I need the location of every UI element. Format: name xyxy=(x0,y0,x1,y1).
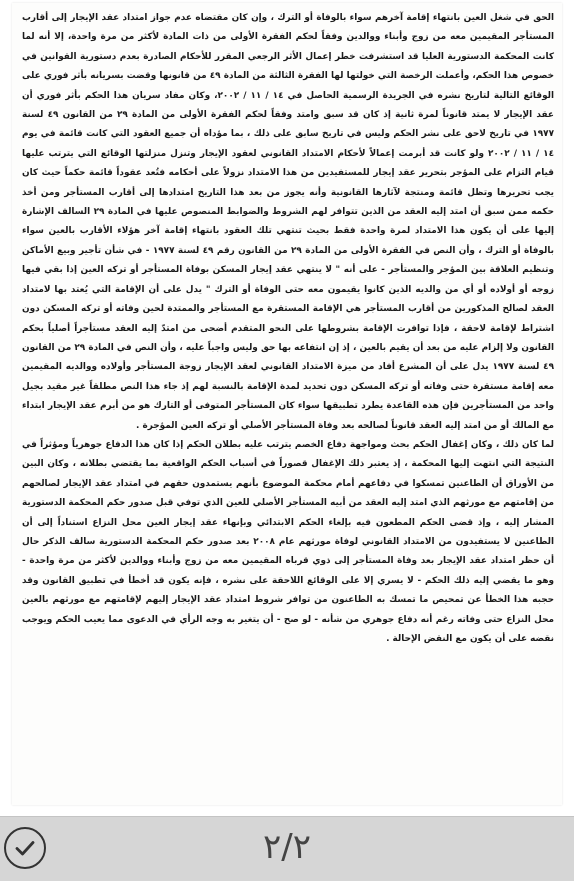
page-indicator: ٢/٢ xyxy=(263,827,311,867)
bottom-toolbar xyxy=(0,816,574,881)
document-page xyxy=(12,3,562,805)
document-paragraph: الحق في شغل العين بانتهاء إقامة آخرهم سواء بالوفاة أو الترك ، وإن كان مقتضاه عدم جواز امتداد عقد الإيجار إلى أقارب المستأجر المقيمين معه من زوج وأبناء ووالدين وفقاً لحكم الفقرة الأولى من ذات المادة لأكثر من مرة واحدة، إلا أنه لما كانت المحكمة الدستورية العليا قد استشرفت خطر إعمال الأثر الرجعي المقرر للأحكام الصادرة بعدم دستورية القوانين في خصوص هذا الحكم، وأعملت الرخصة التي خولتها لها الفقرة الثالثة من المادة ٤٩ من قانونها وقضت بسريانه بأثر فوري على الوقائع التالية لتاريخ نشره في الجريدة الرسمية الحاصل في ١٤ / ١١ / ٢٠٠٢، وكان مفاد سريان هذا الحكم بأثر فوري أن عقد الإيجار لا يمتد قانوناً لمرة ثانية إذ كان قد سبق وامتد وفقاً لحكم الفقرة الأولى من المادة ٢٩ من القانون ٤٩ لسنة ١٩٧٧ في تاريخ لاحق على نشر الحكم وليس في تاريخ سابق على ذلك ، بما مؤداه أن جميع العقود التي كانت قائمة في يوم ١٤ / ١١ / ٢٠٠٢ ولو كانت قد أبرمت إعمالاً لأحكام الامتداد القانوني لعقود الإيجار وتنزل منزلتها الوقائع التي يترتب عليها قيام التزام على المؤجر بتحرير عقد إيجار للمستفيدين من هذا الامتداد نزولاً على أحكامه فتُعد عقوداً قائمة حكماً حيث كان يجب تحريرها وتظل قائمة ومنتجة لآثارها القانونية وأنه يجوز من بعد هذا التاريخ امتدادها إلى أقارب المستأجر ومن أخذ حكمه ممن سبق أن امتد إليه العقد من الذين تتوافر لهم الشروط والضوابط المنصوص عليها في المادة ٢٩ السالف الإشارة إليها على أن يكون هذا الامتداد لمرة واحدة فقط بحيث تنتهي تلك العقود بانتهاء إقامة آخر هؤلاء الأقارب بالعين سواء بالوفاة أو الترك ، وأن النص في الفقرة الأولى من المادة ٢٩ من القانون رقم ٤٩ لسنة ١٩٧٧ - في شأن تأجير وبيع الأماكن وتنظيم العلاقة بين المؤجر والمستأجر - على أنه " لا ينتهي عقد إيجار المسكن بوفاة المستأجر أو تركه العين إذا بقي فيها زوجه أو أولاده أو أي من والديه الذين كانوا يقيمون معه حتى الوفاة أو الترك " يدل على أن الإقامة التي يُعتد بها لامتداد العقد لصالح المذكورين من أقارب المستأجر هي الإقامة المستقرة مع المستأجر والممتدة لحين وفاته أو تركه المسكن دون اشتراط لإقامة لاحقة ، فإذا توافرت الإقامة بشروطها على النحو المتقدم أضحى من امتدّ إليه العقد مستأجراً أصلياً بحكم القانون ولا إلزام عليه من بعد أن يقيم بالعين ، إذ إن انتفاعه بها حق وليس واجباً عليه ، وأن النص في المادة ٢٩ من القانون ٤٩ لسنة ١٩٧٧ يدل على أن المشرع أفاد من ميزة الامتداد القانوني لعقد الإيجار زوجة المستأجر وأولاده ووالديه المقيمين معه إقامة مستقرة حتى وفاته أو تركه المسكن دون تحديد لمدة الإقامة بالنسبة لهم إذ جاء هذا النص مطلقاً غير مقيد بجيل واحد من المستأجرين فإن هذه القاعدة يطرد تطبيقها سواء كان المستأجر المتوفى أو التارك هو من أبرم عقد الإيجار ابتداء مع المالك أو من امتد إليه العقد قانوناً لصالحه بعد وفاة المستأجر الأصلي أو تركه العين المؤجرة . xyxy=(22,13,555,431)
document-body xyxy=(12,3,562,649)
document-paragraph: لما كان ذلك ، وكان إغفال الحكم بحث ومواجهة دفاع الخصم يترتب عليه بطلان الحكم إذا كان هذا الدفاع جوهرياً ومؤثراً في النتيجة التي انتهت إليها المحكمة ، إذ يعتبر ذلك الإغفال قصوراً في أسباب الحكم الواقعية بما يقتضي بطلانه ، وكان البين من الأوراق أن الطاعنين تمسكوا في دفاعهم أمام محكمة الموضوع بأنهم يستمدون حقهم في امتداد عقد الإيجار لصالحهم من إقامتهم مع مورثهم الذي امتد إليه العقد من أبيه المستأجر الأصلي للعين الذي توفي قبل صدور حكم المحكمة الدستورية المشار إليه ، وإذ قضى الحكم المطعون فيه بإلغاء الحكم الابتدائي وبإنهاء عقد إيجار العين محل النزاع استناداً إلى أن الطاعنين لا يستفيدون من الامتداد القانوني لوفاة مورثهم عام ٢٠٠٨ بعد صدور حكم المحكمة الدستورية سالف الذكر حال أن حظر امتداد عقد الإيجار بعد وفاة المستأجر إلى ذوي قرباه المقيمين معه من زوج وأبناء ووالدين لأكثر من مرة واحدة - وهو ما يقضي إليه ذلك الحكم - لا يسري إلا على الوقائع اللاحقة على نشره ، فإنه يكون قد أخطأ في تطبيق القانون وقد حجبه هذا الخطأ عن تمحيص ما تمسك به الطاعنون من توافر شروط امتداد عقد الإيجار إليهم لإقامتهم مع مورثهم بالعين محل النزاع حتى وفاته رغم أنه دفاع جوهري من شأنه - لو صح - أن يتغير به وجه الرأي في الدعوى مما يعيب الحكم ويوجب نقضه على أن يكون مع النقض الإحالة . xyxy=(22,439,554,644)
